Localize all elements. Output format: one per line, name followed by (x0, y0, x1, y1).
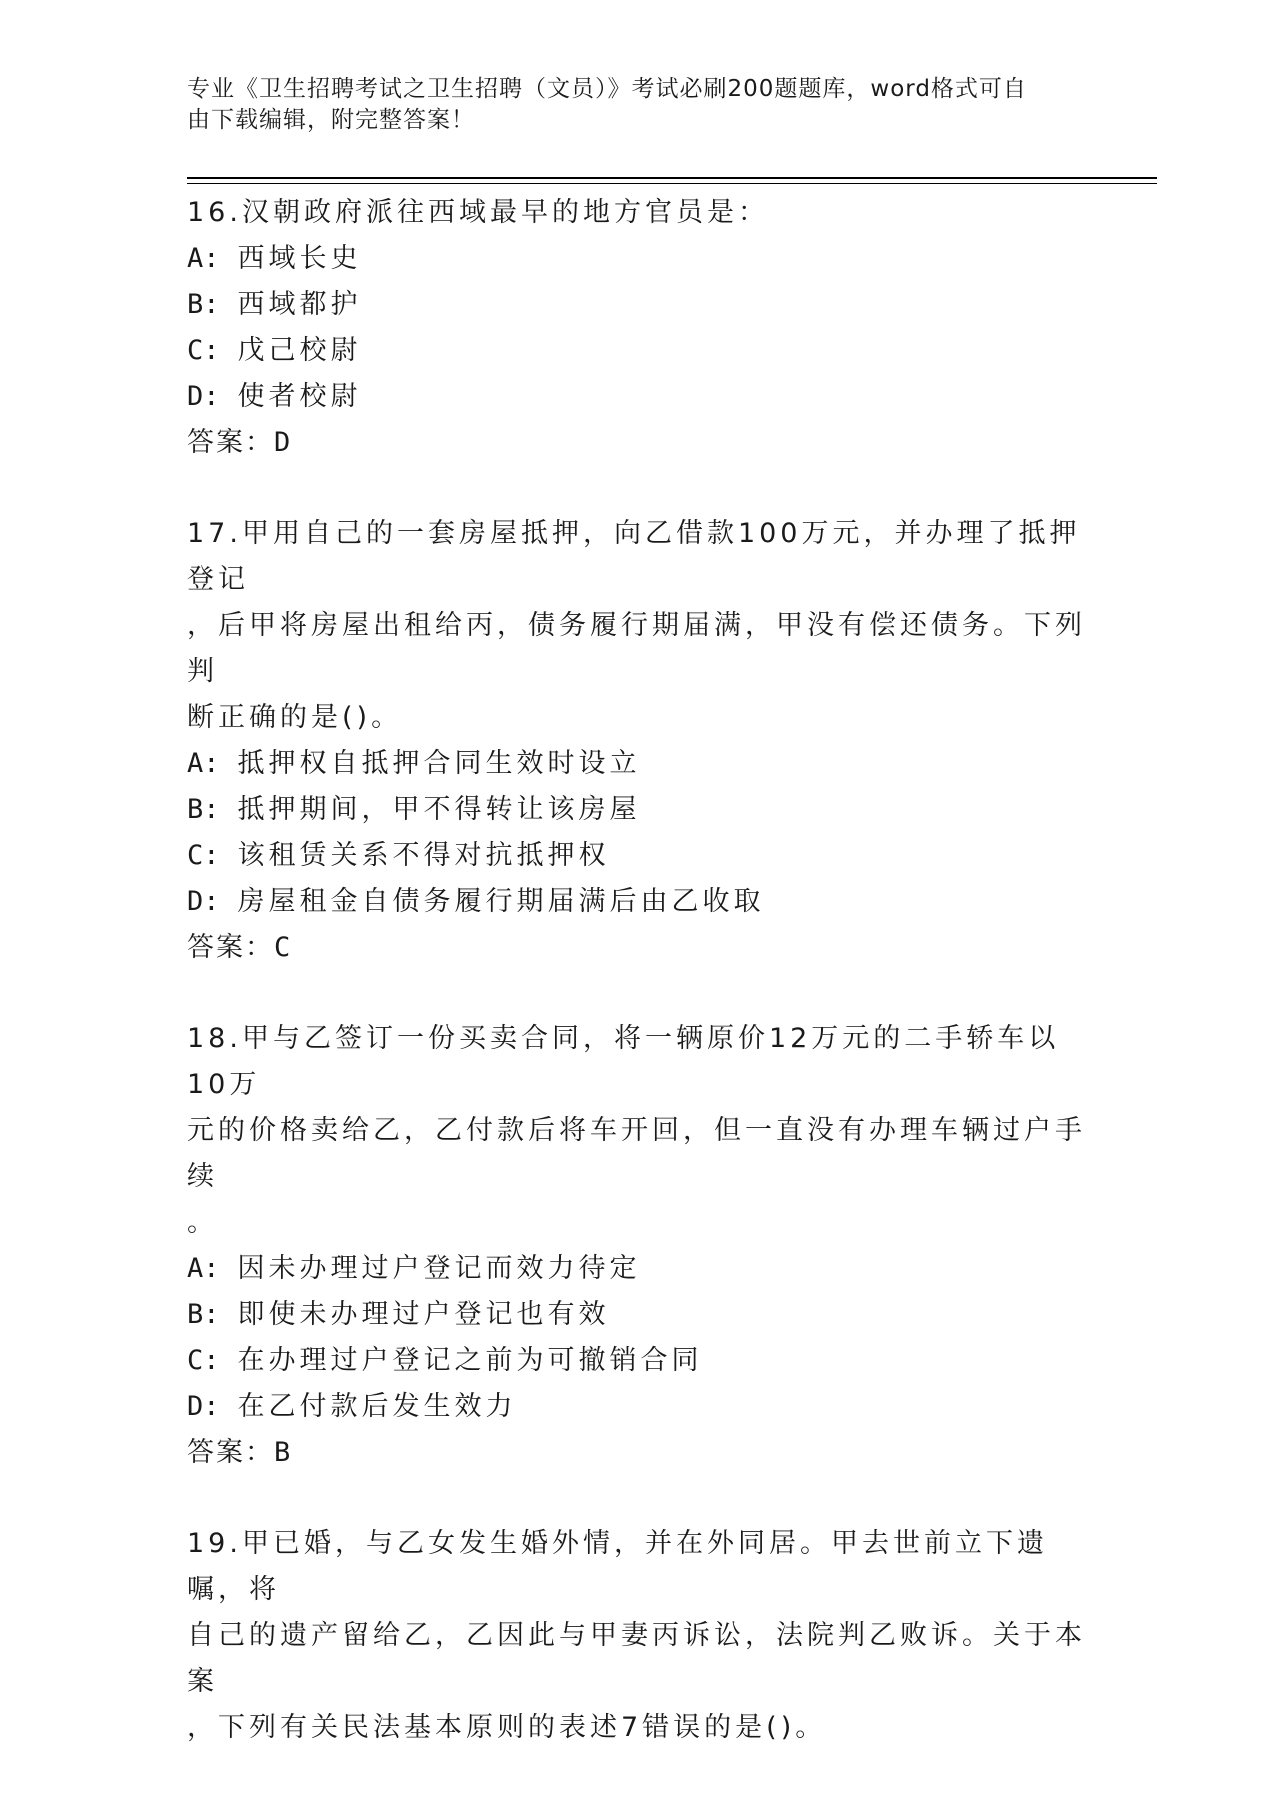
question-text-line-2: 自己的遗产留给乙，乙因此与甲妻丙诉讼，法院判乙败诉。关于本案 (187, 1620, 1086, 1697)
option-d (187, 1384, 1087, 1430)
option-label: A: (187, 748, 220, 779)
question-17 (187, 511, 1087, 971)
option-label: C: (187, 335, 220, 366)
header-line-1: 专业《卫生招聘考试之卫生招聘（文员）》考试必刷200题题库，word格式可自 (187, 76, 1027, 102)
option-text: 使者校尉 (237, 381, 362, 412)
option-text: 在乙付款后发生效力 (237, 1391, 517, 1422)
header-divider-thick (187, 177, 1157, 179)
option-label: C: (187, 1345, 220, 1376)
question-text-line-3: 。 (187, 1207, 218, 1238)
header-line-2: 由下载编辑，附完整答案！ (187, 107, 475, 133)
question-text-line-1: 19.甲已婚，与乙女发生婚外情，并在外同居。甲去世前立下遗嘱，将 (187, 1528, 1048, 1605)
answer-line (187, 1430, 1087, 1476)
option-text: 房屋租金自债务履行期届满后由乙收取 (237, 886, 765, 917)
answer-value: D (274, 427, 293, 458)
option-text: 在办理过户登记之前为可撤销合同 (237, 1345, 703, 1376)
question-18 (187, 1016, 1087, 1476)
question-text-line-2: 元的价格卖给乙，乙付款后将车开回，但一直没有办理车辆过户手续 (187, 1115, 1086, 1192)
option-d (187, 879, 1087, 925)
option-a (187, 236, 1087, 282)
question-text-line-1: 18.甲与乙签订一份买卖合同，将一辆原价12万元的二手轿车以10万 (187, 1023, 1060, 1100)
question-text-line-2: ，后甲将房屋出租给丙，债务履行期届满，甲没有偿还债务。下列判 (187, 610, 1086, 687)
option-text: 西域长史 (237, 243, 362, 274)
option-label: A: (187, 243, 220, 274)
option-label: C: (187, 840, 220, 871)
answer-label: 答案： (187, 427, 274, 458)
option-b (187, 1292, 1087, 1338)
option-label: B: (187, 289, 220, 320)
option-text: 抵押权自抵押合同生效时设立 (237, 748, 641, 779)
option-text: 西域都护 (237, 289, 362, 320)
question-text: 16.汉朝政府派往西域最早的地方官员是： (187, 197, 769, 228)
option-label: D: (187, 886, 220, 917)
question-16 (187, 190, 1087, 466)
document-header (187, 74, 1087, 136)
option-label: B: (187, 1299, 220, 1330)
answer-label: 答案： (187, 1437, 274, 1468)
question-text-line-3: 断正确的是()。 (187, 702, 403, 733)
option-text: 戊己校尉 (237, 335, 362, 366)
option-c (187, 833, 1087, 879)
option-label: D: (187, 381, 220, 412)
option-text: 因未办理过户登记而效力待定 (237, 1253, 641, 1284)
option-d (187, 374, 1087, 420)
question-text-line-1: 17.甲用自己的一套房屋抵押，向乙借款100万元，并办理了抵押登记 (187, 518, 1081, 595)
answer-label: 答案： (187, 932, 274, 963)
answer-value: B (274, 1437, 293, 1468)
option-label: D: (187, 1391, 220, 1422)
option-c (187, 1338, 1087, 1384)
question-list (187, 190, 1087, 1796)
answer-line (187, 420, 1087, 466)
option-label: A: (187, 1253, 220, 1284)
option-b (187, 787, 1087, 833)
header-divider-thin (187, 183, 1157, 184)
question-19 (187, 1521, 1087, 1751)
question-text-line-3: ，下列有关民法基本原则的表述7错误的是()。 (187, 1712, 827, 1743)
option-label: B: (187, 794, 220, 825)
answer-value: C (274, 932, 293, 963)
option-c (187, 328, 1087, 374)
option-b (187, 282, 1087, 328)
option-a (187, 1246, 1087, 1292)
answer-line (187, 925, 1087, 971)
option-text: 即使未办理过户登记也有效 (237, 1299, 610, 1330)
option-text: 抵押期间，甲不得转让该房屋 (237, 794, 641, 825)
option-text: 该租赁关系不得对抗抵押权 (237, 840, 610, 871)
option-a (187, 741, 1087, 787)
